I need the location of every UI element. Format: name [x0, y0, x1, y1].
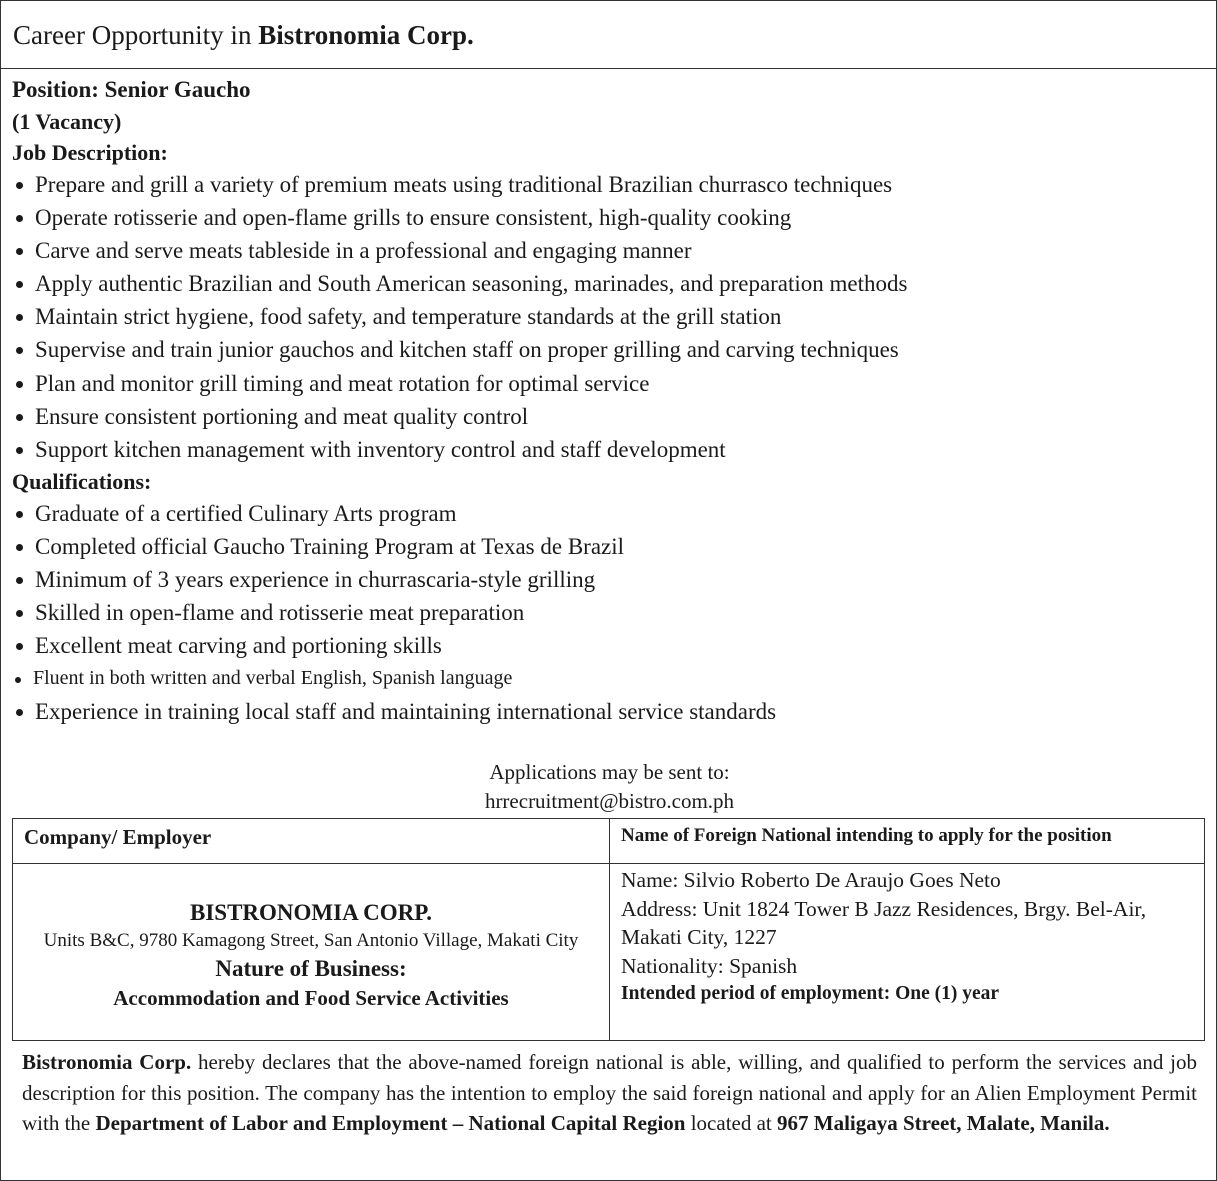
list-item: Ensure consistent portioning and meat quality control — [12, 400, 1216, 433]
list-item: Apply authentic Brazilian and South American seasoning, marinades, and preparation methods — [12, 267, 1216, 300]
declaration-text-1: hereby declares that the above-named foreign national is able, willing, and qualified to perform the services and job description for this position. The company has the intention to employ the said foreign national and apply for an Alien Employment Permit with the — [22, 1050, 1197, 1136]
application-info — [1, 758, 1217, 816]
foreign-national-nationality: Nationality: Spanish — [621, 953, 798, 978]
list-item: Skilled in open-flame and rotisserie meat preparation — [12, 596, 1216, 629]
application-label: Applications may be sent to: — [489, 760, 730, 784]
employer-info-table — [12, 818, 1205, 1041]
list-item: Supervise and train junior gauchos and kitchen staff on proper grilling and carving techniques — [12, 333, 1216, 366]
list-item: Support kitchen management with inventory control and staff development — [12, 433, 1216, 466]
declaration-agency: Department of Labor and Employment – National Capital Region — [95, 1111, 686, 1136]
column-header-foreign-national: Name of Foreign National intending to apply for the position — [610, 819, 1205, 864]
declaration-paragraph — [22, 1047, 1197, 1139]
job-details — [1, 69, 1216, 729]
employer-name: BISTRONOMIA CORP. — [190, 900, 432, 925]
list-item: Graduate of a certified Culinary Arts program — [12, 497, 1216, 530]
job-description-list — [12, 168, 1216, 466]
qualifications-list — [12, 497, 1216, 729]
list-item: Plan and monitor grill timing and meat rotation for optimal service — [12, 367, 1216, 400]
employment-period: Intended period of employment: One (1) year — [621, 983, 1000, 1004]
list-item: Completed official Gaucho Training Program at Texas de Brazil — [12, 530, 1216, 563]
title-company: Bistronomia Corp. — [258, 20, 474, 50]
qualifications-heading: Qualifications: — [12, 468, 152, 494]
list-item: Fluent in both written and verbal English, Spanish language — [12, 662, 1216, 695]
employer-cell — [13, 864, 610, 1041]
list-item: Experience in training local staff and maintaining international service standards — [12, 695, 1216, 728]
position-title: Position: Senior Gaucho — [12, 77, 251, 102]
list-item: Excellent meat carving and portioning skills — [12, 629, 1216, 662]
nature-of-business-label: Nature of Business: — [215, 956, 407, 981]
list-item: Maintain strict hygiene, food safety, and temperature standards at the grill station — [12, 300, 1216, 333]
list-item: Operate rotisserie and open-flame grills to ensure consistent, high-quality cooking — [12, 201, 1216, 234]
title-prefix: Career Opportunity in — [13, 20, 259, 50]
list-item: Prepare and grill a variety of premium meats using traditional Brazilian churrasco techniques — [12, 168, 1216, 201]
employer-address: Units B&C, 9780 Kamagong Street, San Antonio Village, Makati City — [43, 930, 579, 951]
foreign-national-address-line2: Makati City, 1227 — [621, 925, 777, 949]
foreign-national-name: Name: Silvio Roberto De Araujo Goes Neto — [621, 868, 1001, 892]
declaration-company: Bistronomia Corp. — [22, 1050, 192, 1074]
nature-of-business: Accommodation and Food Service Activities — [113, 986, 509, 1010]
declaration-text-2: located at — [685, 1111, 778, 1136]
foreign-national-address-line1: Address: Unit 1824 Tower B Jazz Residences, Brgy. Bel-Air, — [621, 896, 1147, 921]
list-item: Carve and serve meats tableside in a professional and engaging manner — [12, 234, 1216, 267]
application-email: hrrecruitment@bistro.com.ph — [484, 789, 735, 813]
document-title — [1, 1, 1216, 69]
list-item: Minimum of 3 years experience in churrascaria-style grilling — [12, 563, 1216, 596]
vacancy-count: (1 Vacancy) — [12, 109, 122, 134]
foreign-national-cell — [610, 864, 1205, 1041]
column-header-employer: Company/ Employer — [13, 819, 610, 864]
declaration-location: 967 Maligaya Street, Malate, Manila. — [777, 1111, 1110, 1136]
job-description-heading: Job Description: — [12, 140, 168, 165]
